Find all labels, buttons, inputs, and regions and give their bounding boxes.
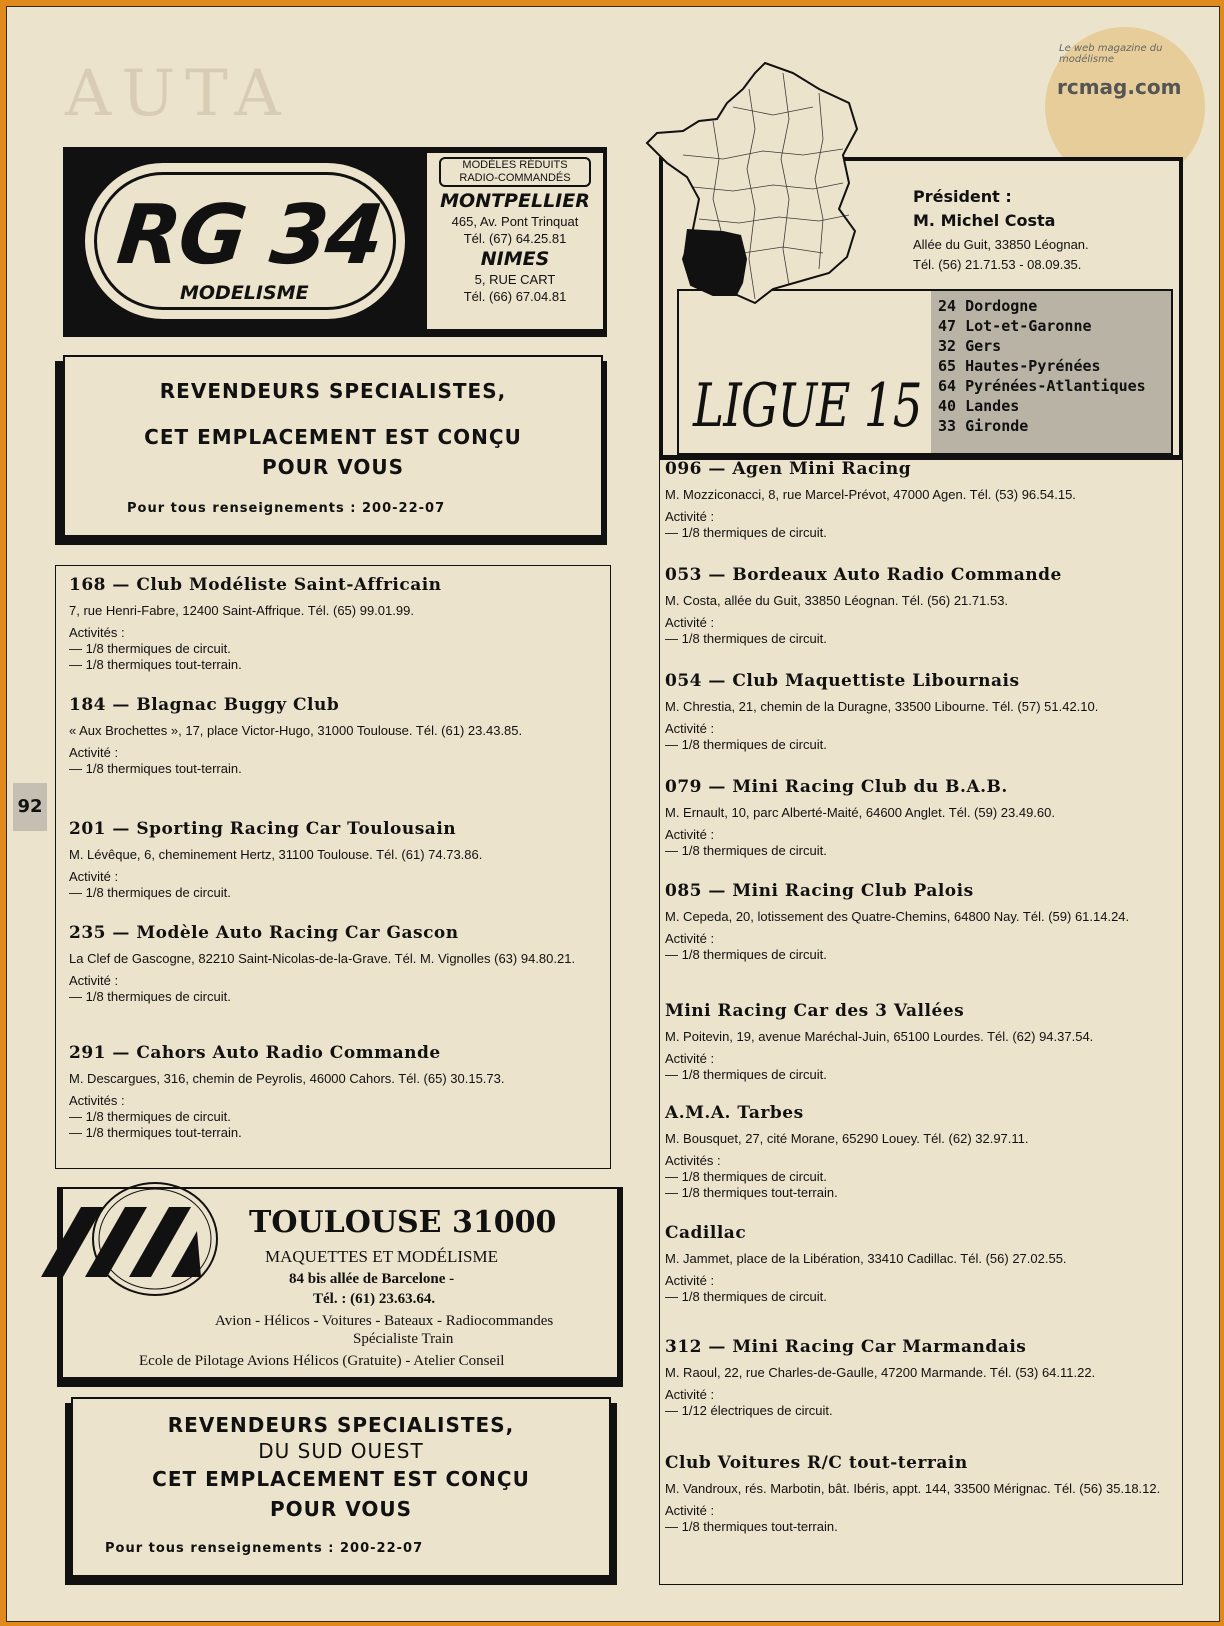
toulouse-products: Avion - Hélicos - Voitures - Bateaux - Radiocommandes — [215, 1313, 554, 1329]
club-title: 053 — Bordeaux Auto Radio Commande — [665, 565, 1062, 585]
club-address: M. Bousquet, 27, cité Morane, 65290 Louey. Tél. (62) 32.97.11. — [665, 1131, 1029, 1146]
rg34-city-nimes: NIMES — [480, 248, 550, 270]
president-address: Allée du Guit, 33850 Léognan. — [913, 237, 1089, 252]
club-entry — [665, 1103, 1175, 1201]
toulouse-specialty: Spécialiste Train — [353, 1331, 454, 1347]
club-activity-item: — 1/8 thermiques de circuit. — [665, 631, 827, 646]
club-entry — [69, 1043, 599, 1141]
rg34-tag-line1: MODÈLES RÉDUITS — [462, 159, 568, 171]
club-entry — [69, 695, 599, 777]
maquettes-logo-icon — [37, 1173, 227, 1299]
club-activity-item: — 1/8 thermiques de circuit. — [69, 641, 231, 656]
club-address: M. Lévêque, 6, cheminement Hertz, 31100 Toulouse. Tél. (61) 74.73.86. — [69, 847, 483, 862]
revendeurs-1-line2: CET EMPLACEMENT EST CONÇU — [144, 425, 522, 449]
club-address: M. Jammet, place de la Libération, 33410 Cadillac. Tél. (56) 27.02.55. — [665, 1251, 1067, 1266]
revendeurs-2-line1: REVENDEURS SPECIALISTES, — [167, 1413, 515, 1437]
club-activity-label: Activité : — [69, 745, 119, 760]
revendeurs-2-info: Pour tous renseignements : 200-22-07 — [105, 1541, 424, 1556]
stamp-tagline: Le web magazine du modélisme — [1059, 43, 1163, 65]
rg34-tel-2: Tél. (66) 67.04.81 — [463, 289, 567, 304]
club-title: 291 — Cahors Auto Radio Commande — [69, 1043, 441, 1063]
club-activity-item: — 1/8 thermiques tout-terrain. — [69, 657, 242, 672]
department-item: 64 Pyrénées-Atlantiques — [938, 377, 1146, 395]
rg34-tel-1: Tél. (67) 64.25.81 — [463, 231, 567, 246]
club-activity-label: Activité : — [665, 1387, 715, 1402]
club-activity-label: Activité : — [665, 1273, 715, 1288]
president-name: M. Michel Costa — [913, 211, 1056, 230]
rg34-address-2: 5, RUE CART — [474, 272, 556, 287]
club-title: 235 — Modèle Auto Racing Car Gascon — [69, 923, 459, 943]
club-address: M. Chrestia, 21, chemin de la Duragne, 33500 Libourne. Tél. (57) 51.42.10. — [665, 699, 1099, 714]
rg34-logo: RG 34 — [113, 188, 387, 283]
club-activity-label: Activité : — [69, 869, 119, 884]
department-item: 32 Gers — [938, 337, 1002, 355]
club-entry — [69, 819, 599, 901]
department-item: 33 Gironde — [938, 417, 1029, 435]
club-title: 312 — Mini Racing Car Marmandais — [665, 1337, 1027, 1357]
page-number: 92 — [13, 783, 47, 831]
club-activity-item: — 1/8 thermiques de circuit. — [665, 1169, 827, 1184]
club-activity-item: — 1/8 thermiques tout-terrain. — [69, 761, 242, 776]
club-activity-item: — 1/8 thermiques tout-terrain. — [665, 1185, 838, 1200]
rg34-subtitle: MODELISME — [180, 282, 309, 304]
club-activity-label: Activités : — [69, 625, 125, 640]
rg34-ad — [63, 147, 607, 337]
club-activity-label: Activité : — [665, 1503, 715, 1518]
department-item: 47 Lot-et-Garonne — [938, 317, 1092, 335]
club-activity-item: — 1/8 thermiques de circuit. — [69, 1109, 231, 1124]
club-title: 184 — Blagnac Buggy Club — [69, 695, 340, 715]
club-entry — [665, 565, 1175, 647]
club-activity-item: — 1/8 thermiques de circuit. — [69, 885, 231, 900]
club-address: M. Costa, allée du Guit, 33850 Léognan. Tél. (56) 21.71.53. — [665, 593, 1009, 608]
club-activity-item: — 1/8 thermiques tout-terrain. — [665, 1519, 838, 1534]
club-title: 168 — Club Modéliste Saint-Affricain — [69, 575, 442, 595]
club-entry — [665, 1001, 1175, 1083]
club-activity-label: Activité : — [665, 1051, 715, 1066]
club-activity-label: Activité : — [69, 973, 119, 988]
stamp-brand: rcmag.com — [1057, 75, 1182, 99]
toulouse-tel: Tél. : (61) 23.63.64. — [313, 1291, 436, 1307]
club-title: 201 — Sporting Racing Car Toulousain — [69, 819, 457, 839]
club-activity-label: Activités : — [69, 1093, 125, 1108]
club-activity-item: — 1/8 thermiques de circuit. — [665, 947, 827, 962]
rg34-tag-line2: RADIO-COMMANDÉS — [459, 172, 571, 184]
club-address: La Clef de Gascogne, 82210 Saint-Nicolas-de-la-Grave. Tél. M. Vignolles (63) 94.80.21. — [69, 951, 576, 966]
club-activity-item: — 1/8 thermiques de circuit. — [665, 525, 827, 540]
toulouse-address: 84 bis allée de Barcelone - — [289, 1271, 455, 1287]
revendeurs-1-line3: POUR VOUS — [261, 455, 405, 479]
faded-header-text: AUTA — [65, 57, 291, 131]
rg34-city-montpellier: MONTPELLIER — [440, 190, 590, 212]
club-title: 079 — Mini Racing Club du B.A.B. — [665, 777, 1008, 797]
club-title: A.M.A. Tarbes — [665, 1103, 804, 1123]
club-title: 085 — Mini Racing Club Palois — [665, 881, 974, 901]
toulouse-school: Ecole de Pilotage Avions Hélicos (Gratuite) - Atelier Conseil — [139, 1353, 505, 1369]
club-activity-label: Activité : — [665, 931, 715, 946]
club-address: 7, rue Henri-Fabre, 12400 Saint-Affrique. Tél. (65) 99.01.99. — [69, 603, 414, 618]
rg34-address-1: 465, Av. Pont Trinquat — [451, 214, 579, 229]
france-map-icon — [643, 59, 873, 309]
revendeurs-box-2 — [71, 1397, 611, 1577]
club-activity-item: — 1/8 thermiques de circuit. — [665, 1289, 827, 1304]
rg34-logo-oval — [85, 163, 405, 319]
club-activity-label: Activité : — [665, 615, 715, 630]
club-title: Cadillac — [665, 1223, 747, 1243]
toulouse-title: TOULOUSE 31000 — [249, 1205, 557, 1240]
club-title: Club Voitures R/C tout-terrain — [665, 1453, 968, 1473]
revendeurs-2-line2: DU SUD OUEST — [258, 1439, 424, 1463]
club-address: M. Mozziconacci, 8, rue Marcel-Prévot, 47000 Agen. Tél. (53) 96.54.15. — [665, 487, 1076, 502]
club-address: M. Poitevin, 19, avenue Maréchal-Juin, 65100 Lourdes. Tél. (62) 94.37.54. — [665, 1029, 1094, 1044]
club-entry — [69, 923, 599, 1005]
club-entry — [665, 881, 1175, 963]
club-entry — [665, 1337, 1175, 1419]
club-title: Mini Racing Car des 3 Vallées — [665, 1001, 965, 1021]
club-entry — [665, 1453, 1175, 1535]
club-activity-item: — 1/8 thermiques de circuit. — [665, 737, 827, 752]
club-title: 054 — Club Maquettiste Libournais — [665, 671, 1020, 691]
club-address: M. Descargues, 316, chemin de Peyrolis, 46000 Cahors. Tél. (65) 30.15.73. — [69, 1071, 505, 1086]
department-item: 65 Hautes-Pyrénées — [938, 357, 1101, 375]
club-entry — [665, 671, 1175, 753]
rg34-contact-panel — [427, 153, 603, 329]
club-activity-label: Activité : — [665, 509, 715, 524]
club-activity-label: Activités : — [665, 1153, 721, 1168]
club-address: M. Cepeda, 20, lotissement des Quatre-Chemins, 64800 Nay. Tél. (59) 61.14.24. — [665, 909, 1130, 924]
president-tel: Tél. (56) 21.71.53 - 08.09.35. — [913, 257, 1082, 272]
revendeurs-1-info: Pour tous renseignements : 200-22-07 — [127, 501, 446, 516]
club-title: 096 — Agen Mini Racing — [665, 459, 912, 479]
department-item: 40 Landes — [938, 397, 1020, 415]
club-activity-item: — 1/12 électriques de circuit. — [665, 1403, 833, 1418]
ligue-title: LIGUE 15 — [693, 371, 922, 441]
club-activity-item: — 1/8 thermiques de circuit. — [69, 989, 231, 1004]
department-item: 24 Dordogne — [938, 297, 1038, 315]
magazine-page — [6, 6, 1220, 1622]
revendeurs-2-line4: POUR VOUS — [269, 1497, 413, 1521]
revendeurs-box-1 — [63, 355, 603, 537]
club-address: M. Vandroux, rés. Marbotin, bât. Ibéris, appt. 144, 33500 Mérignac. Tél. (56) 35.18.12. — [665, 1481, 1161, 1496]
revendeurs-1-line1: REVENDEURS SPECIALISTES, — [159, 379, 507, 403]
club-entry — [69, 575, 599, 673]
club-address: M. Ernault, 10, parc Alberté-Maité, 64600 Anglet. Tél. (59) 23.49.60. — [665, 805, 1055, 820]
club-activity-item: — 1/8 thermiques de circuit. — [665, 843, 827, 858]
club-entry — [665, 777, 1175, 859]
club-entry — [665, 1223, 1175, 1305]
club-activity-item: — 1/8 thermiques tout-terrain. — [69, 1125, 242, 1140]
club-entry — [665, 459, 1175, 541]
toulouse-subtitle: MAQUETTES ET MODÉLISME — [265, 1247, 498, 1266]
revendeurs-2-line3: CET EMPLACEMENT EST CONÇU — [152, 1467, 530, 1491]
club-activity-item: — 1/8 thermiques de circuit. — [665, 1067, 827, 1082]
club-address: « Aux Brochettes », 17, place Victor-Hugo, 31000 Toulouse. Tél. (61) 23.43.85. — [69, 723, 523, 738]
rg34-tag — [439, 157, 591, 187]
president-label: Président : — [913, 187, 1012, 206]
club-activity-label: Activité : — [665, 827, 715, 842]
club-activity-label: Activité : — [665, 721, 715, 736]
club-address: M. Raoul, 22, rue Charles-de-Gaulle, 47200 Marmande. Tél. (53) 64.11.22. — [665, 1365, 1096, 1380]
